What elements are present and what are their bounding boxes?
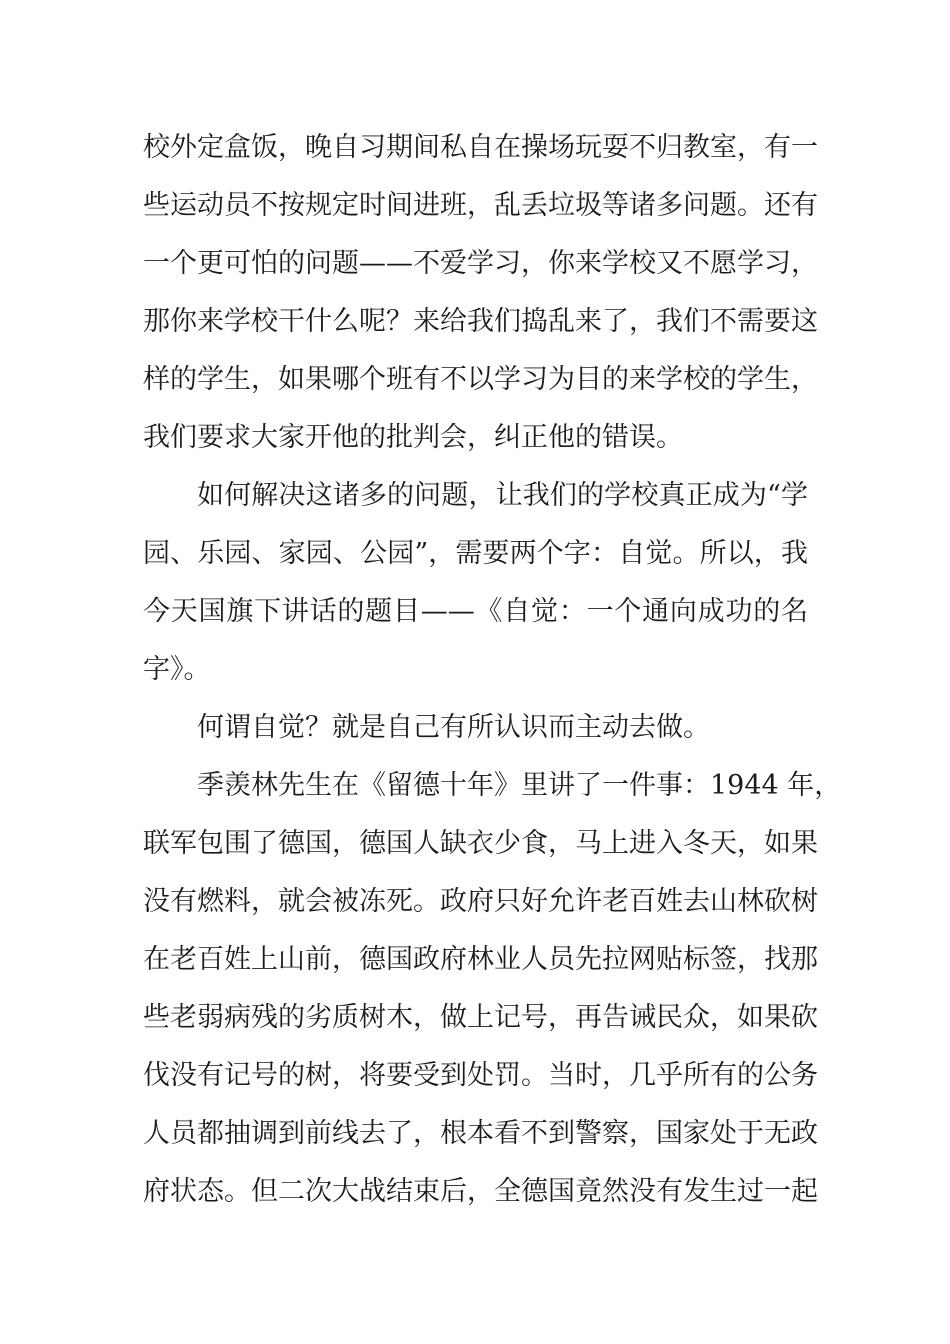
text-line: 园、乐园、家园、公园”，需要两个字：自觉。所以，我 bbox=[143, 538, 808, 569]
text-line: 样的学生，如果哪个班有不以学习为目的来学校的学生， bbox=[143, 364, 818, 395]
text-line: 那你来学校干什么呢？来给我们捣乱来了，我们不需要这 bbox=[143, 306, 818, 337]
paragraph-first-line: 季羡林先生在《留德十年》里讲了一件事：1944 年， bbox=[197, 770, 842, 801]
text-line: 些老弱病残的劣质树木，做上记号，再告诫民众，如果砍 bbox=[143, 1002, 818, 1033]
paragraph-first-line: 如何解决这诸多的问题，让我们的学校真正成为“学 bbox=[197, 480, 808, 511]
text-line: 联军包围了德国，德国人缺衣少食，马上进入冬天，如果 bbox=[143, 828, 818, 859]
text-line: 人员都抽调到前线去了，根本看不到警察，国家处于无政 bbox=[143, 1118, 818, 1149]
text-line: 今天国旗下讲话的题目——《自觉：一个通向成功的名 bbox=[143, 596, 808, 627]
text-line: 没有燃料，就会被冻死。政府只好允许老百姓去山林砍树 bbox=[143, 886, 818, 917]
text-line: 伐没有记号的树，将要受到处罚。当时，几乎所有的公务 bbox=[143, 1060, 818, 1091]
text-line: 府状态。但二次大战结束后，全德国竟然没有发生过一起 bbox=[143, 1176, 818, 1207]
paragraph-first-line: 何谓自觉？就是自己有所认识而主动去做。 bbox=[197, 712, 710, 743]
text-line: 些运动员不按规定时间进班，乱丢垃圾等诸多问题。还有 bbox=[143, 190, 818, 221]
text-line: 校外定盒饭，晚自习期间私自在操场玩耍不归教室，有一 bbox=[143, 132, 818, 163]
text-line: 我们要求大家开他的批判会，纠正他的错误。 bbox=[143, 422, 683, 453]
text-line: 一个更可怕的问题——不爱学习，你来学校又不愿学习， bbox=[143, 248, 818, 279]
text-line: 字》。 bbox=[143, 654, 211, 685]
text-line: 在老百姓上山前，德国政府林业人员先拉网贴标签，找那 bbox=[143, 944, 818, 975]
